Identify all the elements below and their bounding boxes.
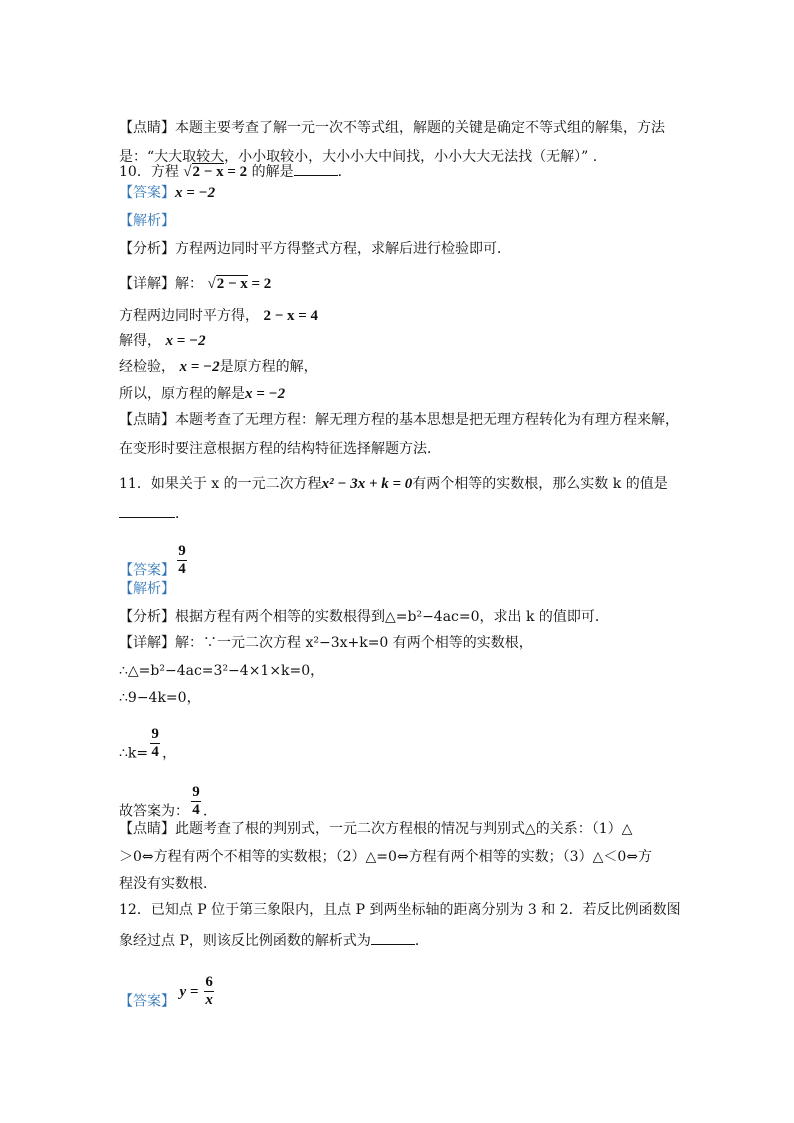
radicand: 2 − x [216,276,248,292]
analysis-label: 【解析】 [119,581,175,597]
equation: √2 − x = 2 [183,164,248,180]
q-text: 11．如果关于 x 的一元二次方程 [119,476,322,492]
denominator: x [205,992,213,1008]
text: 解得， [119,333,161,349]
text-line: 是：“大大取较大，小小取较小，大小小大中间找，小小大大无法找（无解）” . [119,149,598,165]
text-line: 【分析】方程两边同时平方得整式方程，求解后进行检验即可． [119,241,511,257]
numerator: 9 [151,726,159,742]
q-end: ． [337,164,352,180]
q-text: 象经过点 P，则该反比例函数的解析式为 [119,933,371,949]
equation: 2 − x = 4 [263,308,319,324]
numerator: 6 [205,974,213,990]
fraction [177,543,187,578]
q-text: 10．方程 [119,164,179,180]
question-10 [119,161,352,181]
answer-blank [294,161,338,176]
q-text: 有两个相等的实数根，那么实数 k 的值是 [412,476,668,492]
equation: x = −2 [245,386,286,402]
denominator: 4 [192,802,200,818]
fraction [191,784,201,819]
text-line: ＞0⇔方程有两个不相等的实数根；（2）△=0⇔方程有两个相等的实数；（3）△＜0⇔方 [119,849,652,865]
text-line: 【点睛】本题主要考查了解一元一次不等式组，解题的关键是确定不等式组的解集，方法 [119,120,665,136]
text-line: 程没有实数根． [119,876,217,892]
q-end: ． [414,933,429,949]
eq-rhs: = 2 [223,164,248,180]
answer-blank [371,930,415,945]
analysis-label: 【解析】 [119,213,175,229]
text: 是原方程的解， [219,359,318,375]
numerator: 9 [192,784,200,800]
eq-rhs: = 2 [247,276,272,292]
answer-blank [119,503,175,518]
text: ． [203,803,217,820]
q-end: ． [175,506,189,522]
equation: x = −2 [179,359,220,375]
equation: √2 − x = 2 [207,276,272,292]
text-line: ∴9−4k=0， [119,690,201,706]
text-line: 【分析】根据方程有两个相等的实数根得到△=b²−4ac=0，求出 k 的值即可． [119,609,609,625]
text-line: 【详解】解：∵一元二次方程 x²−3x+k=0 有两个相等的实数根， [119,635,533,651]
question-12: 12．已知点 P 位于第三象限内，且点 P 到两坐标轴的距离分别为 3 和 2．若反比例函数图 [119,902,681,918]
text: 所以，原方程的解是 [119,386,245,402]
denominator: 4 [151,744,159,760]
answer-label: 【答案】 [119,562,175,579]
answer-label: 【答案】 [119,993,175,1010]
question-11 [119,475,668,493]
text: ∴k= [119,745,149,762]
q-text: 的解是 [251,164,294,180]
text-line: 【点睛】本题考查了无理方程：解无理方程的基本思想是把无理方程转化为有理方程来解， [119,412,679,428]
text: ， [162,745,177,762]
text: 经检验， [119,359,175,375]
numerator: 9 [178,543,186,559]
text-line: 【点睛】此题考查了根的判别式，一元二次方程根的情况与判别式△的关系：（1）△ [119,821,633,837]
answer-label: 【答案】 [119,185,175,201]
denominator: 4 [178,561,186,577]
text-line: 在变形时要注意根据方程的结构特征选择解题方法． [119,441,441,457]
equation: y = [179,983,203,1000]
equation: x = −2 [165,333,206,349]
fraction [204,974,214,1009]
answer-math: x = −2 [175,185,216,201]
radicand: 2 − x [192,164,224,180]
equation: x² − 3x + k = 0 [321,476,413,492]
text: 故答案为： [119,803,189,820]
text-line: ∴△=b²−4ac=3²−4×1×k=0， [119,663,325,679]
text: 【详解】解： [119,276,203,292]
text: 方程两边同时平方得， [119,308,259,324]
fraction [150,726,160,761]
